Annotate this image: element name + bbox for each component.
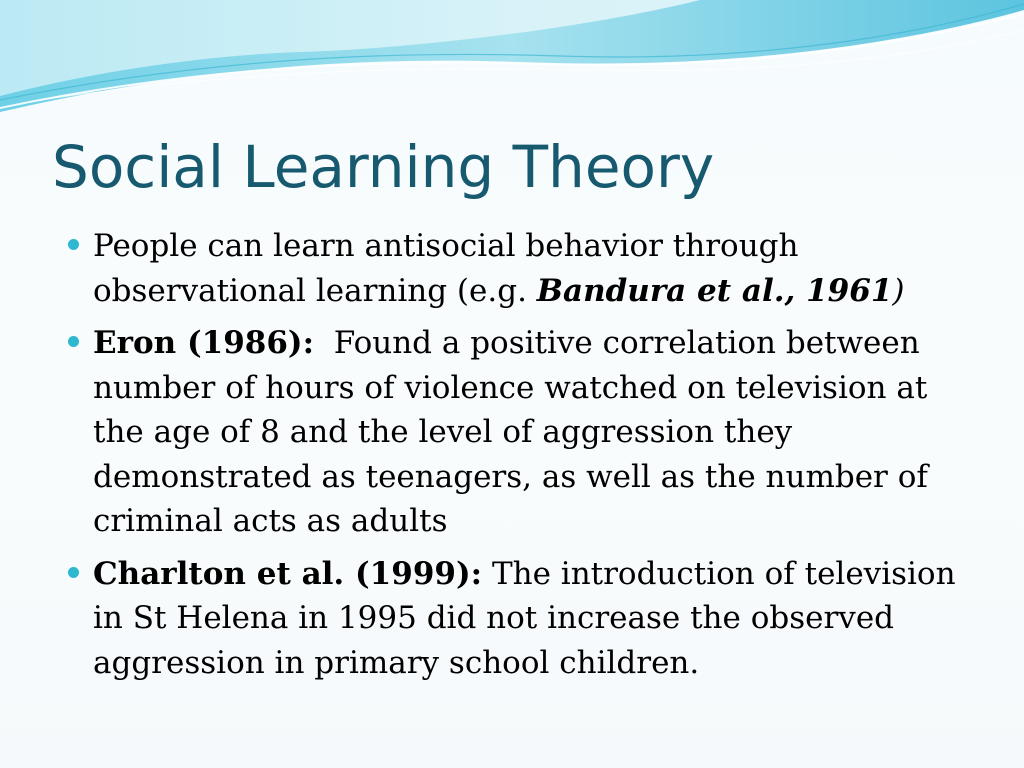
bullet-dot-icon [68,239,79,250]
bullet-list [60,224,960,693]
bullet-dot-icon [68,567,79,578]
bullet-lead: Charlton et al. (1999): [93,555,483,592]
slide-title: Social Learning Theory [52,133,715,201]
header-wave-decoration [0,0,1024,120]
bullet-body: The introduction of television in St Helena in 1995 did not increase the observed aggression in primary school children. [93,555,956,681]
bullet-text [93,321,960,544]
bullet-suffix: ) [892,272,905,309]
bullet-dot-icon [68,336,79,347]
bullet-item-charlton [60,552,960,686]
bullet-text [93,552,960,686]
bullet-item-bandura [60,224,960,313]
bullet-lead: Eron (1986): [93,325,315,361]
bullet-prefix: People can learn antisocial behavior through observational learning (e.g. [93,228,799,309]
bullet-citation: Bandura et al., 1961 [536,272,893,309]
bullet-text [93,224,960,313]
bullet-body: Found a positive correlation between number of hours of violence watched on television at the age of 8 and the level of aggression they demonstrated as teenagers, as well as the number of criminal acts as adults [93,325,928,539]
bullet-item-eron [60,321,960,544]
